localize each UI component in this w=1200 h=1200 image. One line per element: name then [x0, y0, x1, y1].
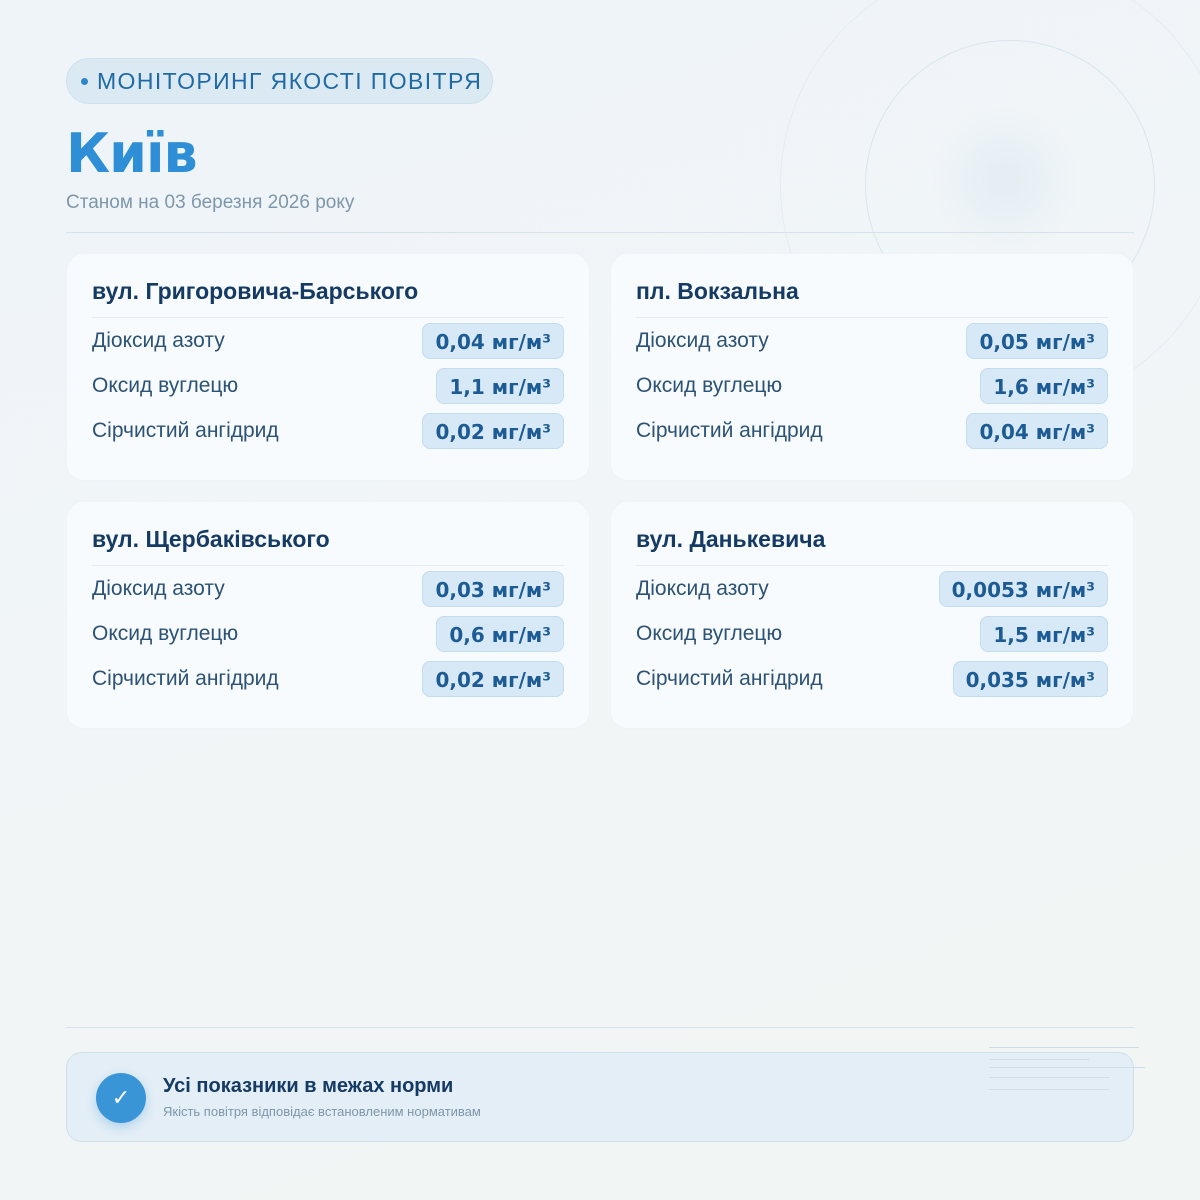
station-card — [610, 501, 1134, 729]
measurement-row — [636, 318, 1108, 363]
measurement-row — [92, 408, 564, 453]
pollutant-label: Сірчистий ангідрид — [636, 666, 823, 690]
decorative-line — [989, 1077, 1109, 1078]
station-card — [66, 501, 590, 729]
pollutant-value: 0,6 мг/м³ — [436, 616, 564, 652]
pollutant-label: Оксид вуглецю — [92, 621, 239, 645]
pollutant-label: Сірчистий ангідрид — [92, 666, 279, 690]
pollutant-label: Сірчистий ангідрид — [92, 418, 279, 442]
pollutant-value: 0,05 мг/м³ — [966, 323, 1108, 359]
decorative-line — [989, 1067, 1145, 1068]
measurement-row — [636, 408, 1108, 453]
pollutant-label: Діоксид азоту — [92, 328, 225, 352]
check-icon: ✓ — [96, 1073, 146, 1123]
measurement-row — [92, 656, 564, 701]
status-title: Усі показники в межах норми — [163, 1075, 454, 1097]
pollutant-value: 0,04 мг/м³ — [966, 413, 1108, 449]
station-name: вул. Щербаківського — [92, 502, 564, 566]
decorative-line — [989, 1047, 1139, 1048]
measurement-row — [92, 363, 564, 408]
decorative-line — [989, 1089, 1109, 1090]
measurement-row — [92, 566, 564, 611]
pollutant-label: Оксид вуглецю — [92, 373, 239, 397]
status-subtitle: Якість повітря відповідає встановленим нормативам — [163, 1104, 481, 1119]
pollutant-value: 0,02 мг/м³ — [422, 661, 564, 697]
pollutant-value: 1,6 мг/м³ — [980, 368, 1108, 404]
divider — [66, 1027, 1134, 1028]
measurement-row — [636, 656, 1108, 701]
pollutant-label: Діоксид азоту — [636, 576, 769, 600]
pollutant-value: 1,1 мг/м³ — [436, 368, 564, 404]
section-badge — [66, 58, 493, 104]
measurement-row — [636, 566, 1108, 611]
pollutant-value: 0,035 мг/м³ — [953, 661, 1108, 697]
measurement-row — [92, 611, 564, 656]
station-name: вул. Григоровича-Барського — [92, 254, 564, 318]
pollutant-label: Сірчистий ангідрид — [636, 418, 823, 442]
pollutant-label: Оксид вуглецю — [636, 621, 783, 645]
status-banner — [66, 1052, 1134, 1142]
station-name: вул. Данькевича — [636, 502, 1108, 566]
page-title: Київ — [66, 122, 197, 185]
station-name: пл. Вокзальна — [636, 254, 1108, 318]
badge-label: МОНІТОРИНГ ЯКОСТІ ПОВІТРЯ — [97, 67, 483, 94]
dot-icon — [81, 78, 88, 85]
pollutant-label: Діоксид азоту — [636, 328, 769, 352]
pollutant-value: 1,5 мг/м³ — [980, 616, 1108, 652]
station-card — [66, 253, 590, 481]
measurement-row — [636, 363, 1108, 408]
pollutant-label: Діоксид азоту — [92, 576, 225, 600]
pollutant-label: Оксид вуглецю — [636, 373, 783, 397]
pollutant-value: 0,04 мг/м³ — [422, 323, 564, 359]
pollutant-value: 0,03 мг/м³ — [422, 571, 564, 607]
measurement-row — [92, 318, 564, 363]
station-card — [610, 253, 1134, 481]
pollutant-value: 0,0053 мг/м³ — [939, 571, 1108, 607]
decorative-line — [989, 1059, 1089, 1060]
report-date: Станом на 03 березня 2026 року — [66, 192, 355, 213]
pollutant-value: 0,02 мг/м³ — [422, 413, 564, 449]
divider — [66, 232, 1134, 233]
measurement-row — [636, 611, 1108, 656]
